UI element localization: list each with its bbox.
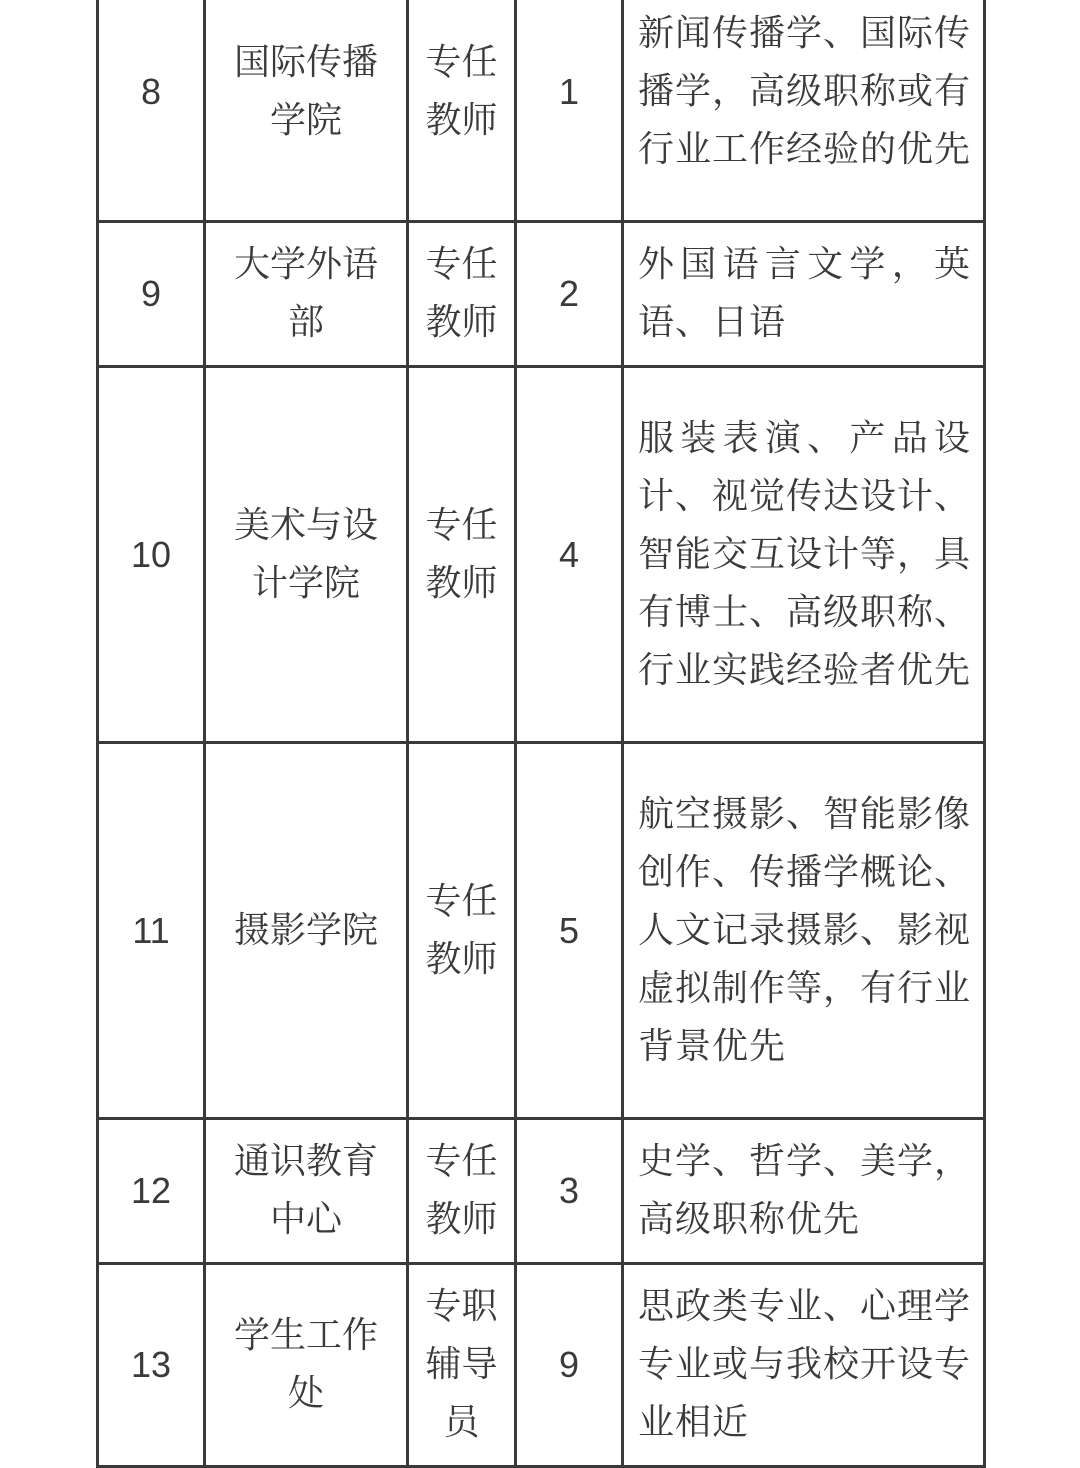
table-row	[98, 222, 985, 367]
table-row	[98, 1264, 985, 1467]
position-cell: 专任教师	[408, 367, 516, 743]
department-cell: 通识教育中心	[205, 1119, 408, 1264]
recruitment-table-container	[96, 0, 983, 1468]
table-row	[98, 367, 985, 743]
requirements-cell: 史学、哲学、美学，高级职称优先	[623, 1119, 985, 1264]
requirements-cell: 新闻传播学、国际传播学，高级职称或有行业工作经验的优先	[623, 0, 985, 222]
department-cell: 大学外语部	[205, 222, 408, 367]
row-number: 8	[98, 0, 205, 222]
requirements-cell: 外国语言文学，英语、日语	[623, 222, 985, 367]
row-number: 12	[98, 1119, 205, 1264]
position-cell: 专任教师	[408, 1119, 516, 1264]
headcount-cell: 5	[516, 743, 623, 1119]
requirements-cell: 航空摄影、智能影像创作、传播学概论、人文记录摄影、影视虚拟制作等，有行业背景优先	[623, 743, 985, 1119]
department-cell: 摄影学院	[205, 743, 408, 1119]
row-number: 13	[98, 1264, 205, 1467]
headcount-cell: 1	[516, 0, 623, 222]
position-cell: 专任教师	[408, 0, 516, 222]
row-number: 9	[98, 222, 205, 367]
headcount-cell: 4	[516, 367, 623, 743]
department-cell: 国际传播学院	[205, 0, 408, 222]
headcount-cell: 2	[516, 222, 623, 367]
table-row	[98, 0, 985, 222]
headcount-cell: 3	[516, 1119, 623, 1264]
requirements-cell: 思政类专业、心理学专业或与我校开设专业相近	[623, 1264, 985, 1467]
position-cell: 专职辅导员	[408, 1264, 516, 1467]
headcount-cell: 9	[516, 1264, 623, 1467]
row-number: 11	[98, 743, 205, 1119]
recruitment-table	[96, 0, 986, 1468]
department-cell: 学生工作处	[205, 1264, 408, 1467]
row-number: 10	[98, 367, 205, 743]
position-cell: 专任教师	[408, 222, 516, 367]
position-cell: 专任教师	[408, 743, 516, 1119]
table-row	[98, 743, 985, 1119]
requirements-cell: 服装表演、产品设计、视觉传达设计、智能交互设计等，具有博士、高级职称、行业实践经验者优先	[623, 367, 985, 743]
table-row	[98, 1119, 985, 1264]
department-cell: 美术与设计学院	[205, 367, 408, 743]
